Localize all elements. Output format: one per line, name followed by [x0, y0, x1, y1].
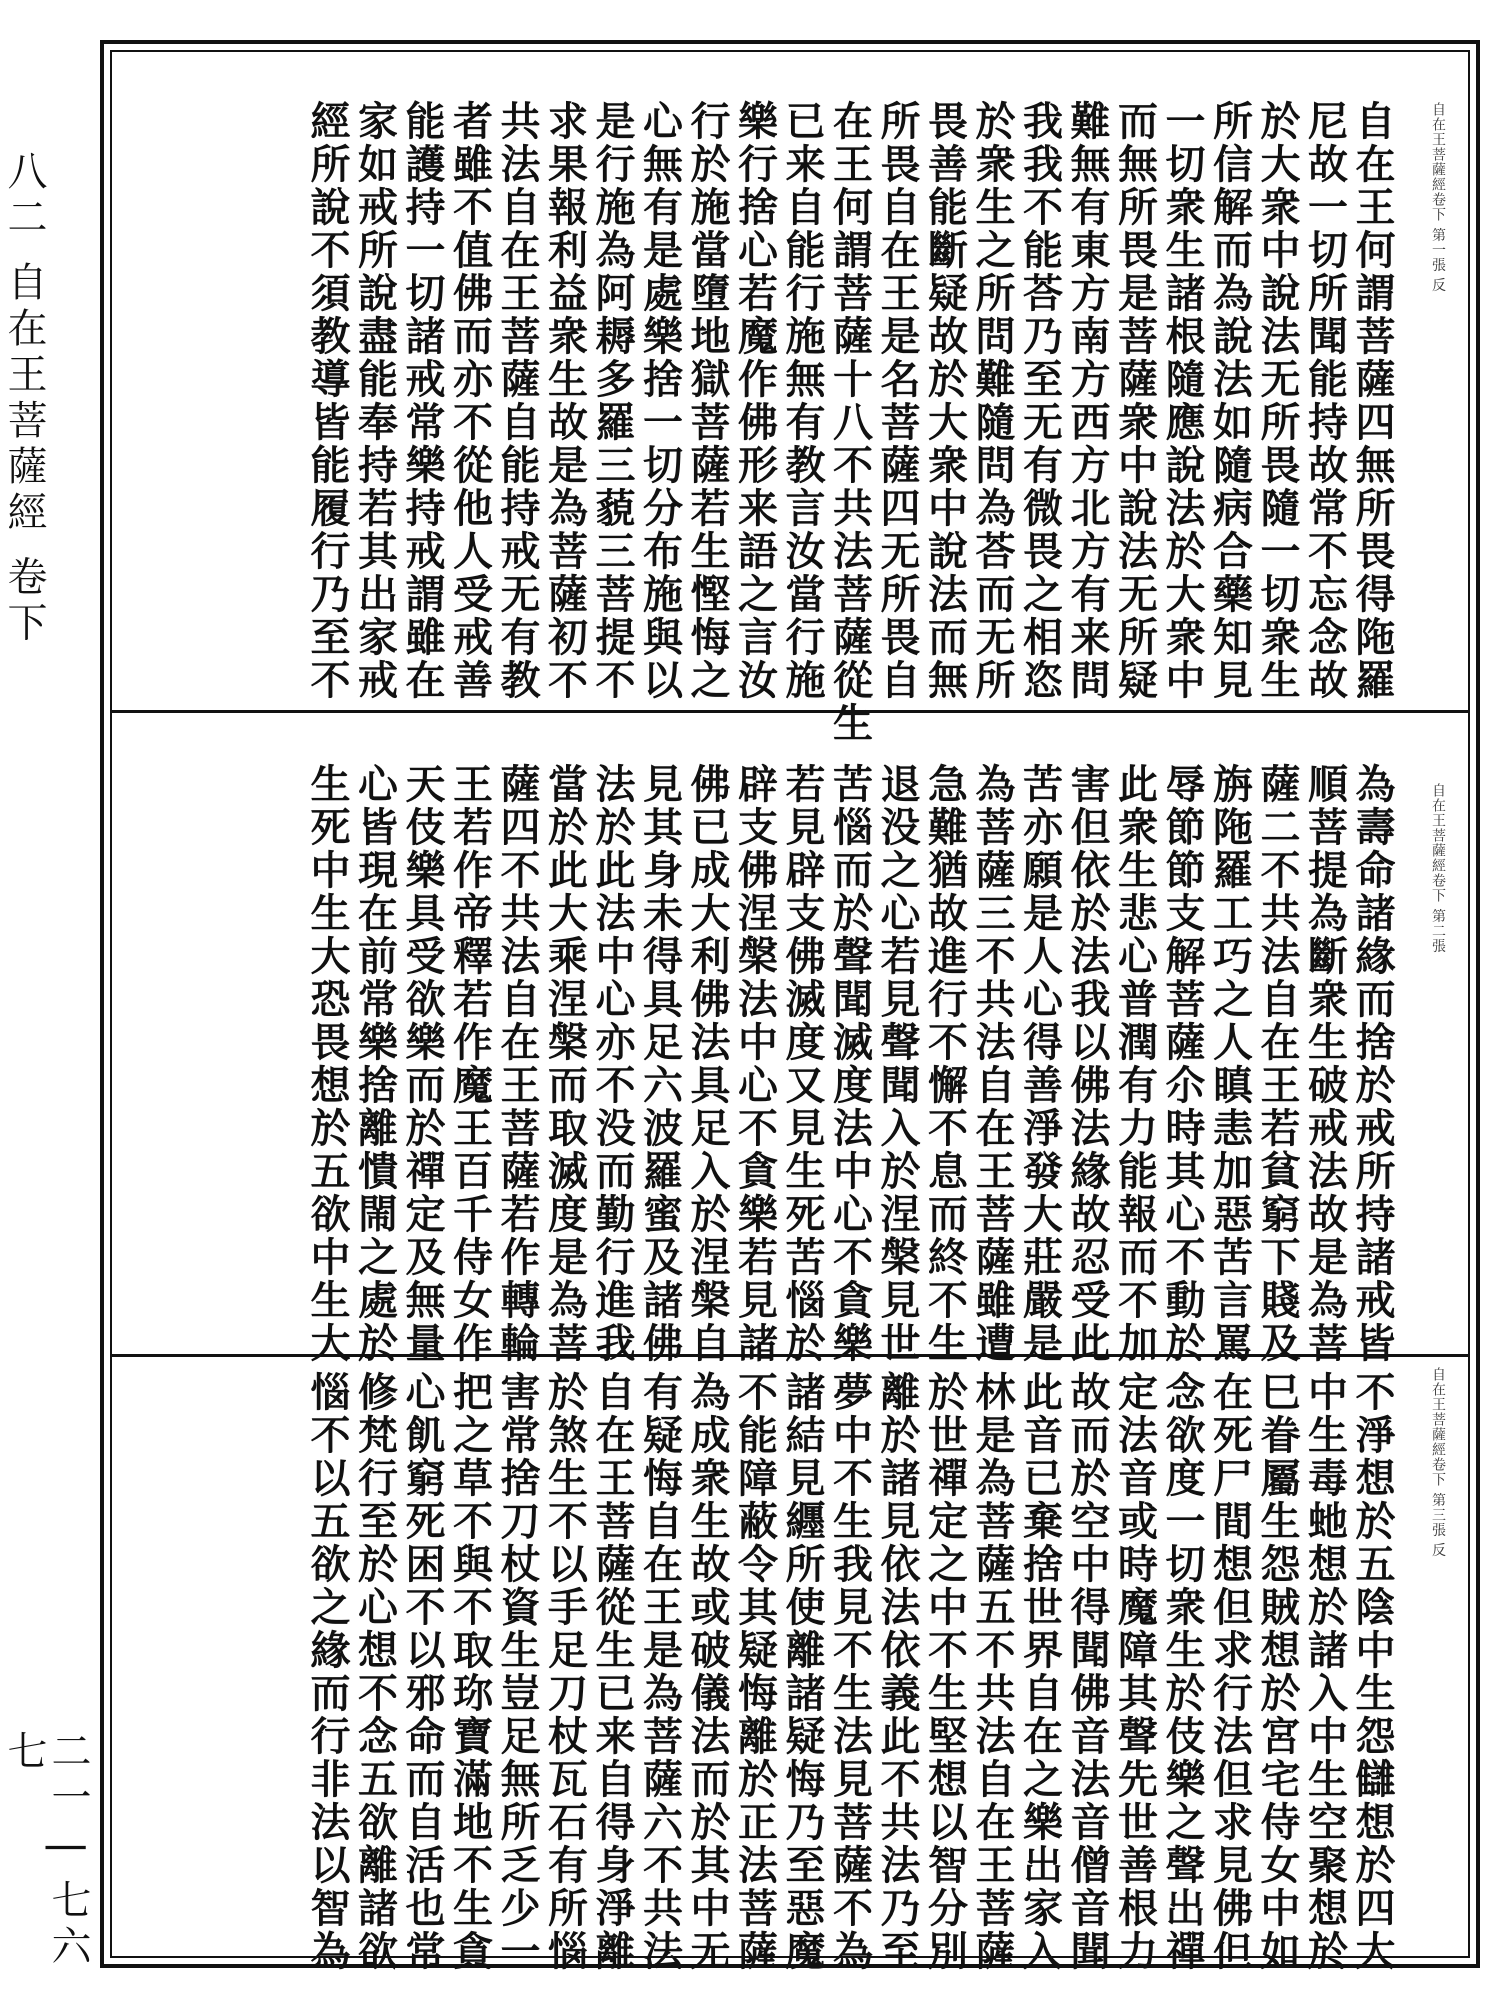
text-column: 定法音或時魔障其聲先世善根力 [1111, 1371, 1159, 1973]
text-column: 難無有東方南方西方北方有来問 [1064, 100, 1111, 702]
text-column: 旃陁羅工巧之人瞋恚加惡苦言罵 [1206, 763, 1254, 1365]
text-column: 者雖不值佛而亦不從他人受戒善 [446, 100, 494, 702]
register-text [210, 100, 1396, 745]
text-column: 心無有是處樂捨一切分布施與以 [636, 100, 684, 702]
text-column: 害常捨刀杖資生豈足無所乏少一 [494, 1371, 541, 1973]
text-column: 經所說不須教導皆能履行乃至不 [304, 100, 351, 702]
text-column: 尼故一切所聞能持故常不忘念故 [1301, 100, 1349, 702]
text-column: 樂行捨心若魔作佛形来語之言汝 [731, 100, 779, 702]
text-column: 順菩提為斷衆生破戒法故是為菩 [1301, 763, 1349, 1365]
text-column: 所畏自在王是名菩薩四无所畏自 [874, 100, 921, 702]
text-column: 辱節節支解菩薩尒時其心不動於 [1159, 763, 1206, 1365]
text-column: 在王何謂菩薩十八不共法菩薩從生 [826, 100, 874, 745]
text-column: 天伎樂具受欲樂而於禪定及無量 [399, 763, 446, 1365]
register-marginal-note: 自在王菩薩經卷下 第一張 反 [1430, 102, 1446, 293]
text-column: 離於諸見依法依義此不共法乃至 [874, 1371, 921, 1973]
page-number: 二一 | 七六七 [1, 1730, 91, 1971]
text-column: 心皆現在前常樂捨離憒閙之處於 [351, 763, 399, 1365]
text-column: 是行施為阿耨多羅三藐三菩提不 [589, 100, 636, 702]
text-column: 見其身未得具足六波羅蜜及諸佛 [636, 763, 684, 1365]
text-column: 求果報利益衆生故是為菩薩初不 [541, 100, 589, 702]
text-column: 一切衆生諸根隨應說法於大衆中 [1159, 100, 1206, 702]
text-column: 所信解而為說法如隨病合藥知見 [1206, 100, 1254, 702]
text-column: 不淨想於五陰中生怨讎想於四大 [1349, 1371, 1396, 1973]
text-column: 法於此法中心亦不没而勤行進我 [589, 763, 636, 1365]
text-column: 能護持一切諸戒常樂持戒謂雖在 [399, 100, 446, 702]
text-column: 若見辟支佛滅度又見生死苦惱於 [779, 763, 826, 1365]
text-column: 修梵行至於心想不念五欲離諸欲 [351, 1371, 399, 1973]
text-column: 已来自能行施無有教言汝當行施 [779, 100, 826, 702]
text-column: 心飢窮死困不以邪命而自活也常 [399, 1371, 446, 1973]
text-column: 念欲度一切衆生於伎樂之聲出禪 [1159, 1371, 1206, 1973]
text-column: 急難猶故進行不懈不息而終不生 [921, 763, 969, 1365]
text-column: 於衆生之所問難隨問為荅而无所 [969, 100, 1016, 702]
text-column: 故而於空中得聞佛音法音僧音聞 [1064, 1371, 1111, 1973]
text-column: 行於施當墮地獄菩薩若生慳悔之 [684, 100, 731, 702]
text-column: 而無所畏是菩薩衆中說法无所疑 [1111, 100, 1159, 702]
margin-title: 八二 自在王菩薩經 卷下 [1, 150, 47, 648]
text-column: 佛已成大利佛法具足入於涅槃自 [684, 763, 731, 1365]
text-column: 此音已棄捨世界自在之樂出家入 [1016, 1371, 1064, 1973]
text-column: 巳眷屬生怨賊想於宮宅侍女中如 [1254, 1371, 1301, 1973]
register-1 [110, 50, 1470, 745]
text-column: 家如戒所說盡能奉持若其出家戒 [351, 100, 399, 702]
register-marginal-note: 自在王菩薩經卷下 第三張 反 [1430, 1367, 1446, 1558]
text-column: 諸結見纒所使離諸疑悔乃至惡魔 [779, 1371, 826, 1973]
register-text [210, 763, 1396, 1365]
text-column: 於世禪定之中不生堅想以智分別 [921, 1371, 969, 1973]
text-column: 有疑悔自在王是為菩薩六不共法 [636, 1371, 684, 1973]
text-column: 辟支佛涅槃法中心不貪樂若見諸 [731, 763, 779, 1365]
text-column: 把之草不與不取珎寶滿地不生貪 [446, 1371, 494, 1973]
text-column: 王若作帝釋若作魔王百千侍女作 [446, 763, 494, 1365]
text-column: 此衆生悲心普潤有力能報而不加 [1111, 763, 1159, 1365]
margin-caption [1, 150, 91, 1990]
text-column: 為菩薩三不共法自在王菩薩雖遭 [969, 763, 1016, 1365]
text-column: 惱不以五欲之緣而行非法以智為 [304, 1371, 351, 1973]
text-column: 於煞生不以手足刀杖瓦石有所惱 [541, 1371, 589, 1973]
text-column: 在死尸間想但求行法但求見佛但 [1206, 1371, 1254, 1973]
text-column: 當於此大乘涅槃而取滅度是為菩 [541, 763, 589, 1365]
register-2 [110, 710, 1470, 1365]
text-column: 為成衆生故或破儀法而於其中无 [684, 1371, 731, 1973]
text-column: 我我不能荅乃至无有微畏之相恣 [1016, 100, 1064, 702]
text-column: 不能障蔽令其疑悔離於正法菩薩 [731, 1371, 779, 1973]
text-column: 苦亦願是人心得善淨發大莊嚴是 [1016, 763, 1064, 1365]
text-column: 苦惱而於聲聞滅度法中心不貪樂 [826, 763, 874, 1365]
text-column: 自在王何謂菩薩四無所畏得陁羅 [1349, 100, 1396, 702]
text-column: 自在王菩薩從生已来自得身淨離 [589, 1371, 636, 1973]
text-column: 生死中生大恐畏想於五欲中生大 [304, 763, 351, 1365]
text-column: 畏善能斷疑故於大衆中說法而無 [921, 100, 969, 702]
text-column: 中生毒虵想於諸入中生空聚想於 [1301, 1371, 1349, 1973]
text-column: 退没之心若見聲聞入於涅槃見世 [874, 763, 921, 1365]
text-column: 薩四不共法自在王菩薩若作轉輪 [494, 763, 541, 1365]
text-column: 共法自在王菩薩自能持戒无有教 [494, 100, 541, 702]
text-column: 薩二不共法自在王若貧窮下賤及 [1254, 763, 1301, 1365]
text-column: 夢中不生我見不生法見菩薩不為 [826, 1371, 874, 1973]
text-column: 害但依於法我以佛法緣故忍受此 [1064, 763, 1111, 1365]
register-marginal-note: 自在王菩薩經卷下 第二張 [1430, 783, 1446, 954]
text-column: 於大衆中說法无所畏隨一切衆生 [1254, 100, 1301, 702]
text-column: 為壽命諸緣而捨於戒所持諸戒皆 [1349, 763, 1396, 1365]
page-frame [100, 40, 1480, 1973]
text-column: 林是為菩薩五不共法自在王菩薩 [969, 1371, 1016, 1973]
register-3 [110, 1354, 1470, 1973]
register-text [210, 1371, 1396, 1973]
